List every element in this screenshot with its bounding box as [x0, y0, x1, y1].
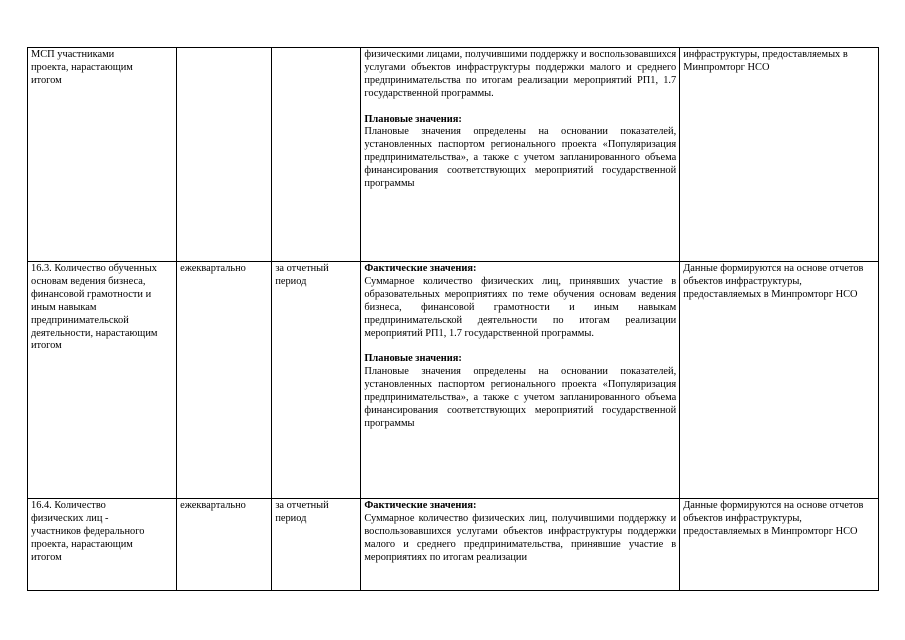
fact-text: физическими лицами, получившими поддержку и воспользовавшихся услугами объектов инфраструктуры поддержки малого и среднего предпринимательства по итогам реализации мероприятий РП1, 1.7 государственной программы.: [364, 49, 677, 99]
plan-text: Плановые значения определены на основании показателей, установленных паспортом регионального проекта «Популяризация предпринимательства», а также с учетом запланированного объема финансирования соответствующих мероприятий государственной программы: [364, 126, 677, 190]
indicator-cell: МСП участниками проекта, нарастающим итогом: [28, 48, 177, 262]
period-cell: за отчетный период: [272, 499, 361, 591]
period-cell: [272, 48, 361, 262]
frequency-cell: ежеквартально: [177, 262, 272, 499]
frequency-cell: [177, 48, 272, 262]
source-cell: Данные формируются на основе отчетов объектов инфраструктуры, предоставляемых в Минпромторг НСО: [680, 262, 879, 499]
plan-heading: Плановые значения:: [364, 113, 462, 125]
indicator-cell: 16.3. Количество обученных основам ведения бизнеса, финансовой грамотности и иным навыкам предпринимательской деятельности, нарастающим итогом: [28, 262, 177, 499]
method-cell: [361, 262, 680, 499]
table-row: [28, 48, 879, 262]
fact-text: Суммарное количество физических лиц, получившими поддержку и воспользовавшихся услугами объектов инфраструктуры поддержки малого и среднего предпринимательства, принявшие участие в мероприятиях по итогам реализации: [364, 512, 677, 563]
fact-heading: Фактические значения:: [364, 500, 477, 511]
period-cell: за отчетный период: [272, 262, 361, 499]
frequency-cell: ежеквартально: [177, 499, 272, 591]
fact-heading: Фактические значения:: [364, 263, 477, 274]
plan-text: Плановые значения определены на основании показателей, установленных паспортом регионального проекта «Популяризация предпринимательства», а также с учетом запланированного объема финансирования соответствующих мероприятий государственной программы: [364, 366, 677, 429]
table-row: [28, 262, 879, 499]
plan-heading: Плановые значения:: [364, 353, 462, 365]
fact-text: Суммарное количество физических лиц, принявших участие в образовательных мероприятиях по теме обучения основам ведения бизнеса, финансовой грамотности и иным навыкам предпринимательской деятельности по итогам реализации мероприятий РП1, 1.7 государственной программы.: [364, 275, 677, 339]
source-cell: Данные формируются на основе отчетов объектов инфраструктуры, предоставляемых в Минпромторг НСО: [680, 499, 879, 591]
document-page: [27, 47, 879, 592]
table-row: [28, 499, 879, 591]
source-cell: инфраструктуры, предоставляемых в Минпромторг НСО: [680, 48, 879, 262]
indicators-table: [27, 47, 879, 591]
indicator-cell: 16.4. Количество физических лиц - участников федерального проекта, нарастающим итогом: [28, 499, 177, 591]
method-cell: [361, 48, 680, 262]
method-cell: [361, 499, 680, 591]
